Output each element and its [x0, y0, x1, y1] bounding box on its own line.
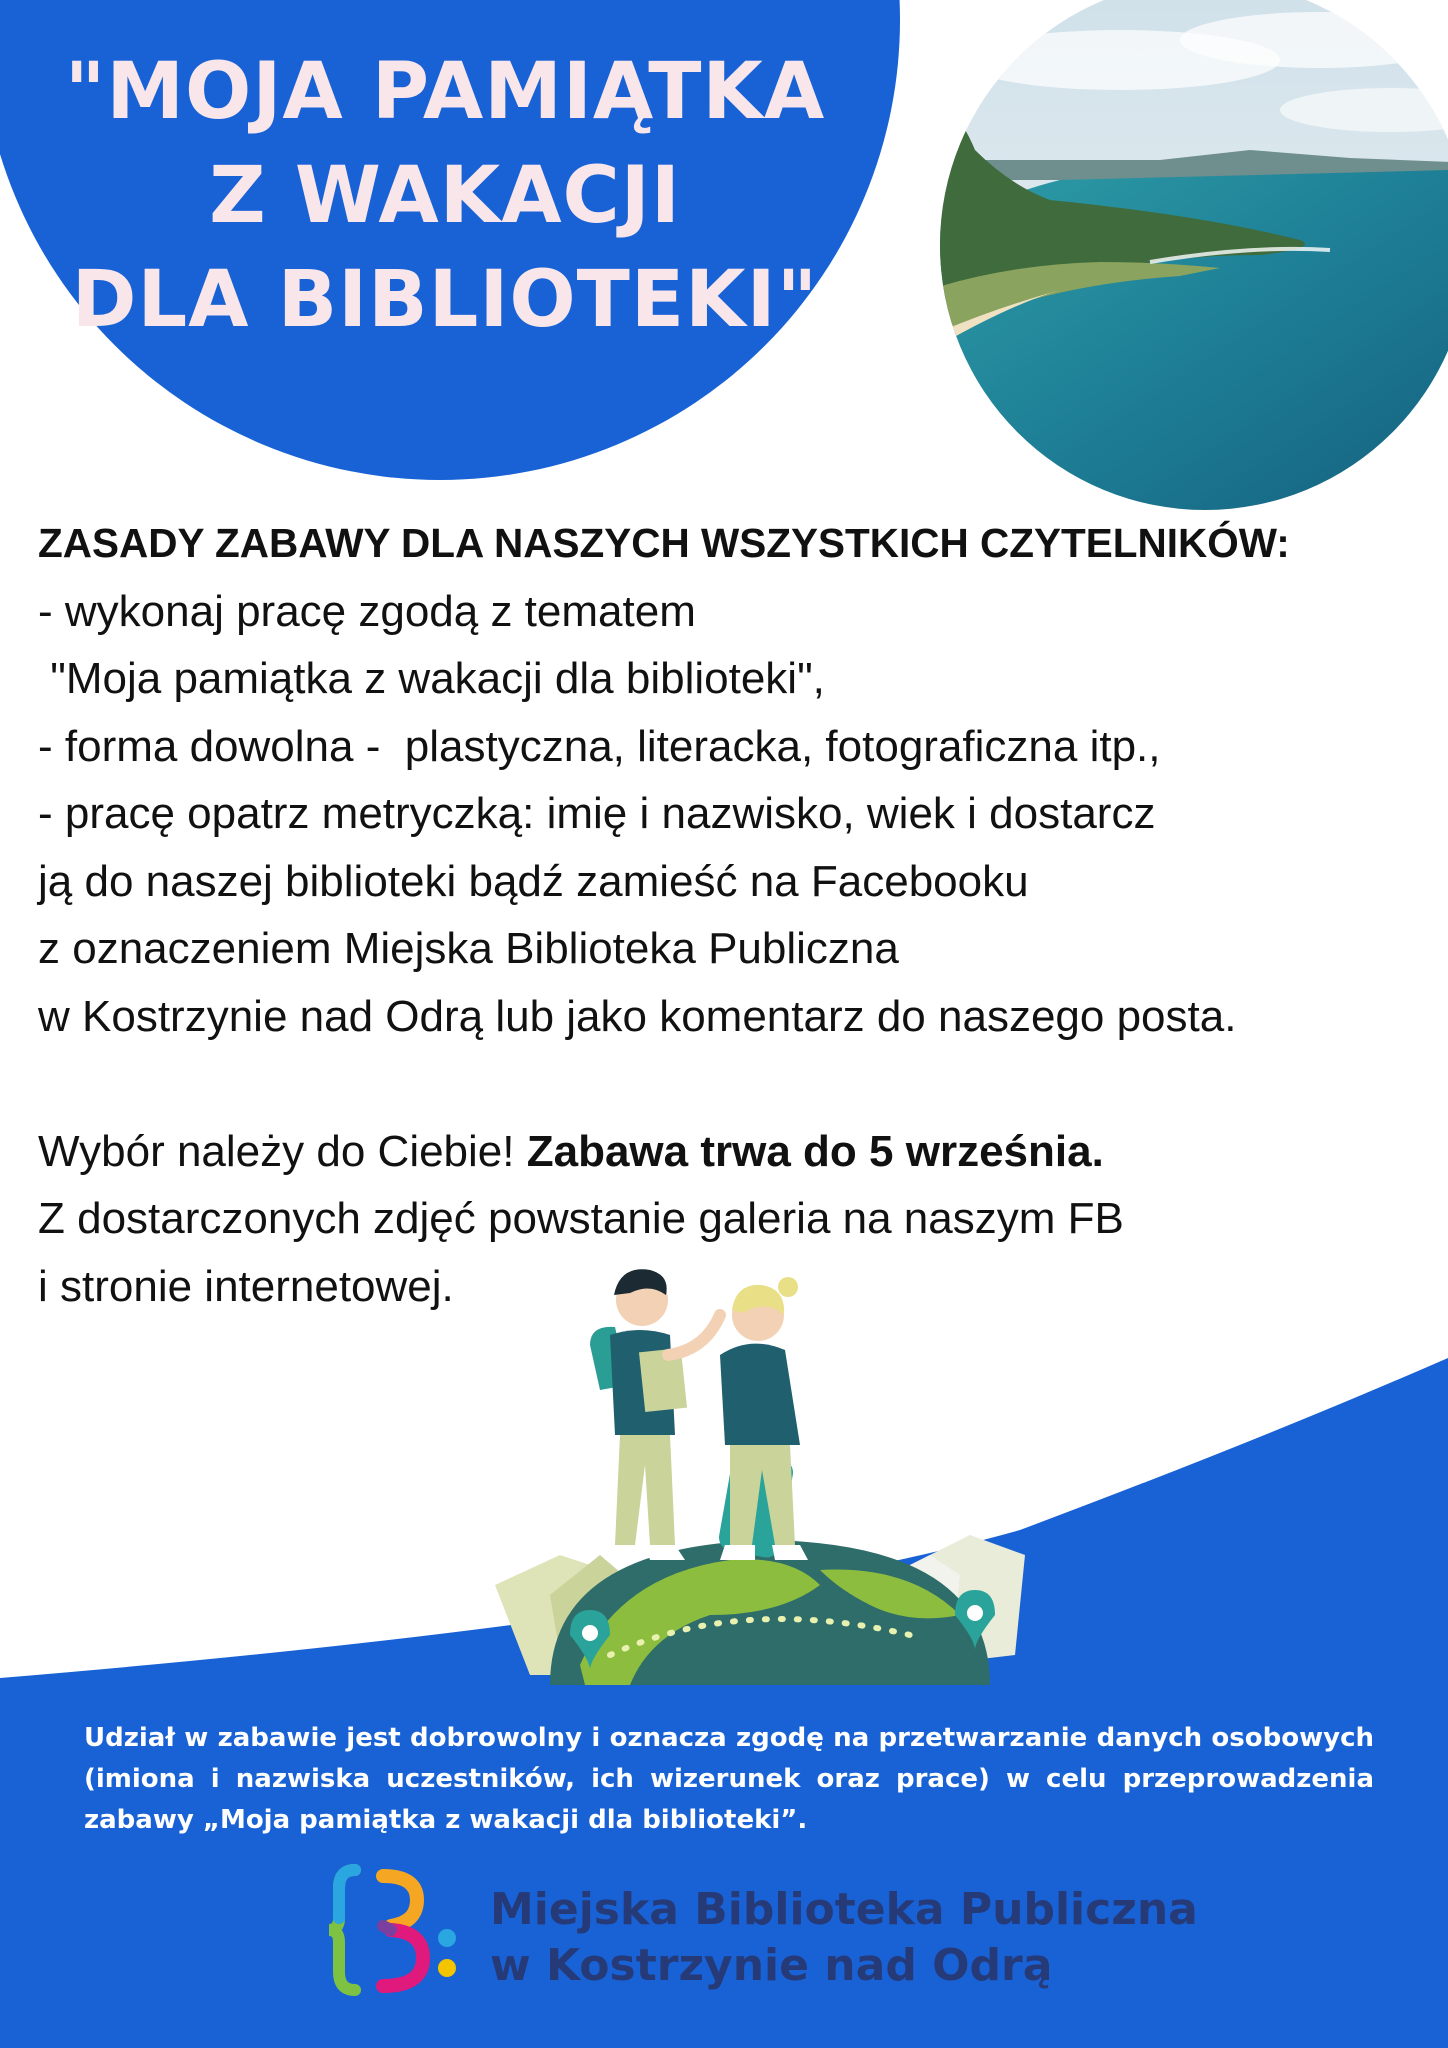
- gallery-line: Z dostarczonych zdjęć powstanie galeria na naszym FB: [38, 1194, 1124, 1243]
- rules-heading: ZASADY ZABAWY DLA NASZYCH WSZYSTKICH CZYTELNIKÓW:: [38, 520, 1290, 566]
- library-logo-icon: [325, 1860, 465, 2000]
- spacer: [38, 1050, 1428, 1118]
- rule-line: w Kostrzynie nad Odrą lub jako komentarz do naszego posta.: [38, 991, 1237, 1041]
- library-name: [490, 1882, 1198, 1994]
- rules-section: [38, 510, 1428, 1320]
- rule-line: - pracę opatrz metryczką: imię i nazwisko, wiek i dostarcz: [38, 789, 1156, 838]
- rule-line: "Moja pamiątka z wakacji dla biblioteki",: [38, 654, 825, 703]
- library-name-line-2: w Kostrzynie nad Odrą: [490, 1940, 1053, 1991]
- coastline-photo: [870, 0, 1448, 540]
- title-line-1: "MOJA PAMIĄTKA: [64, 47, 826, 137]
- rule-line: - wykonaj pracę zgodą z tematem: [38, 586, 696, 636]
- gallery-line: i stronie internetowej.: [38, 1261, 454, 1311]
- travelers-on-globe-illustration: [490, 1255, 1050, 1685]
- poster-title: [30, 40, 860, 352]
- title-line-3: DLA BIBLIOTEKI": [71, 255, 819, 345]
- rule-line: z oznaczeniem Miejska Biblioteka Publiczna: [38, 924, 899, 973]
- library-name-line-1: Miejska Biblioteka Publiczna: [490, 1884, 1198, 1935]
- choice-text: Wybór należy do Ciebie!: [38, 1126, 527, 1176]
- choice-line: [38, 1118, 1428, 1186]
- rule-line: - forma dowolna - plastyczna, literacka, fotograficzna itp.,: [38, 721, 1161, 771]
- deadline-text: Zabawa trwa do 5 września.: [526, 1126, 1104, 1176]
- library-logo: [325, 1860, 1198, 2000]
- disclaimer-text: Udział w zabawie jest dobrowolny i oznacza zgodę na przetwarzanie danych osobowych (imiona i nazwiska uczestników, ich wizerunek oraz prace) w celu przeprowadzenia zabawy „Moja pamiątka z wakacji dla biblioteki”.: [84, 1723, 1374, 1835]
- title-line-2: Z WAKACJI: [209, 151, 681, 241]
- rule-line: ją do naszej biblioteki bądź zamieść na Facebooku: [38, 856, 1029, 906]
